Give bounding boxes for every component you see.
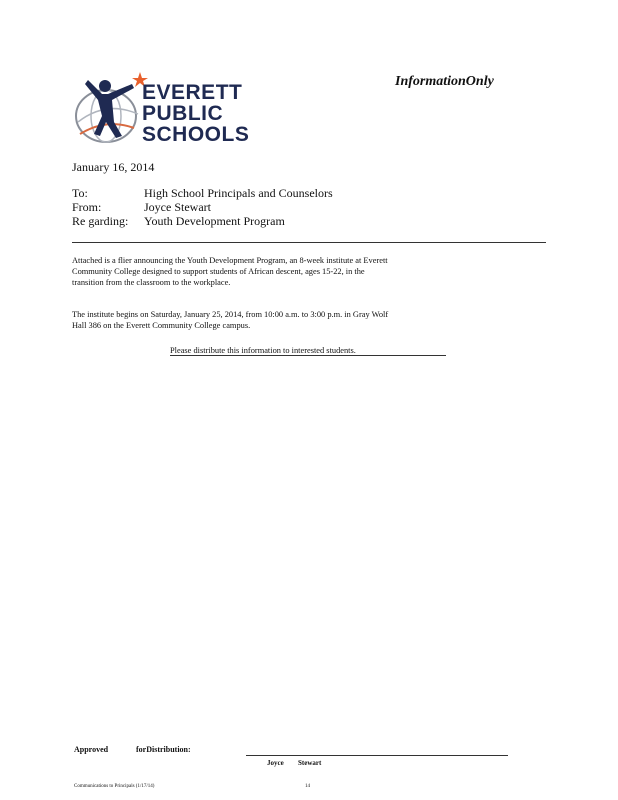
regarding-value: Youth Development Program	[144, 214, 285, 228]
from-label: From:	[72, 200, 102, 214]
header-divider	[72, 242, 546, 243]
page-number: 14	[305, 784, 310, 789]
paragraph-line: Attached is a flier announcing the Youth Development Program, an 8-week institute at Everett	[72, 256, 388, 265]
paragraph-line: Hall 386 on the Everett Community College campus.	[72, 321, 251, 330]
to-label: To:	[72, 186, 88, 200]
distribute-note: Please distribute this information to interested students.	[170, 346, 446, 356]
paragraph-line: transition from the classroom to the workplace.	[72, 278, 231, 287]
signer-first-name: Joyce	[267, 759, 284, 767]
paragraph-line: Community College designed to support students of African descent, ages 15-22, in the	[72, 267, 365, 276]
memo-date: January 16, 2014	[72, 160, 155, 174]
from-value: Joyce Stewart	[144, 200, 211, 214]
information-only-label: InformationOnly	[395, 74, 494, 89]
paragraph-line: The institute begins on Saturday, January 25, 2014, from 10:00 a.m. to 3:00 p.m. in Gray Wolf	[72, 310, 389, 319]
memo-header	[72, 186, 333, 228]
logo-wordmark	[142, 82, 249, 145]
logo-word-schools: SCHOOLS	[142, 123, 250, 146]
logo-word-public: PUBLIC	[142, 102, 224, 125]
regarding-label: Re garding:	[72, 214, 129, 228]
memo-to-row	[72, 186, 333, 200]
signature-line	[246, 755, 508, 756]
memo-regarding-row	[72, 214, 333, 228]
paragraph-schedule	[72, 309, 452, 331]
footer-note: Communications to Principals (1/17/14)	[74, 784, 155, 789]
approved-label: Approved	[74, 745, 109, 754]
paragraph-announcement	[72, 255, 452, 288]
signer-last-name: Stewart	[298, 759, 322, 767]
logo-word-everett: EVERETT	[142, 81, 243, 104]
memo-from-row	[72, 200, 333, 214]
for-distribution-label: forDistribution:	[136, 745, 191, 754]
to-value: High School Principals and Counselors	[144, 186, 333, 200]
